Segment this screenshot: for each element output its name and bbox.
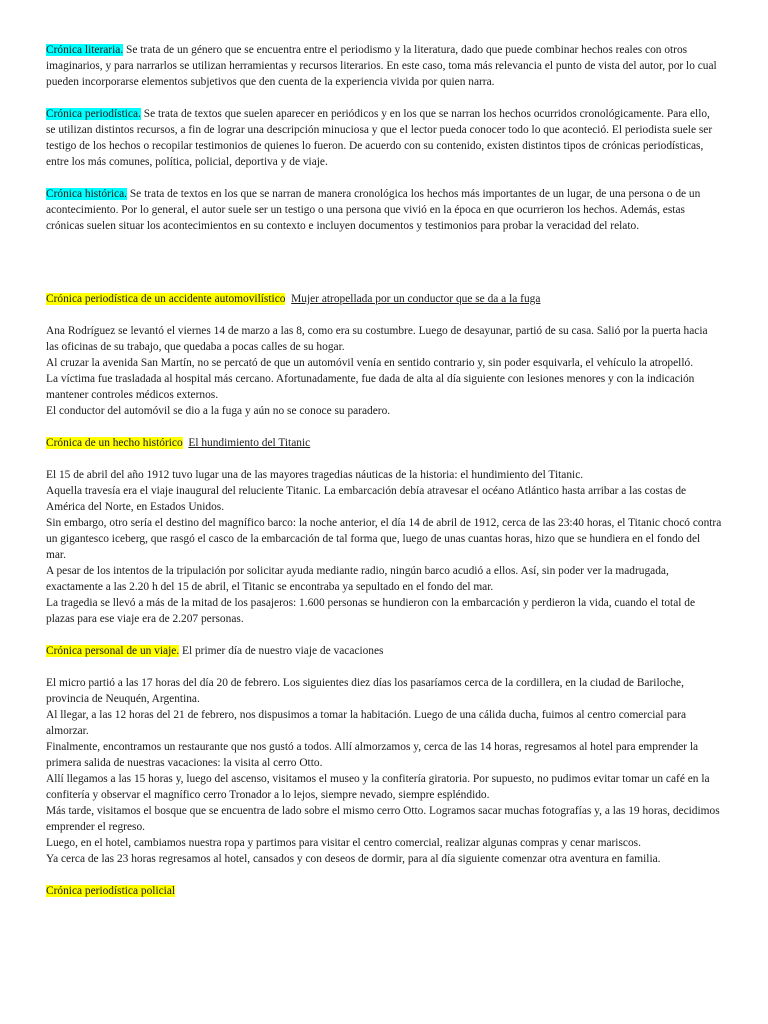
example-heading-policial [46, 883, 722, 899]
example-body-titanic [46, 467, 722, 627]
body-line: La tragedia se llevó a más de la mitad de los pasajeros: 1.600 personas se hundieron con la embarcación y perdieron la vida, cuando el total de plazas para ese viaje era de 2.207 personas. [46, 597, 696, 625]
body-line: El 15 de abril del año 1912 tuvo lugar una de las mayores tragedias náuticas de la historia: el hundimiento del Titanic. [46, 469, 584, 481]
body-line: Al llegar, a las 12 horas del 21 de febrero, nos dispusimos a tomar la habitación. Luego de una cálida ducha, fuimos al centro comercial para almorzar. [46, 709, 687, 737]
example-label: Crónica de un hecho histórico [46, 437, 183, 449]
definition-literaria [46, 42, 722, 90]
example-heading-accidente [46, 291, 722, 307]
example-label: Crónica periodística de un accidente automovilístico [46, 293, 286, 305]
example-label: Crónica personal de un viaje. [46, 645, 180, 657]
body-line: Finalmente, encontramos un restaurante que nos gustó a todos. Allí almorzamos y, cerca de las 14 horas, regresamos al hotel para emprender la primera salida de nuestras vacaciones: la visita al cerro Otto. [46, 741, 699, 769]
body-line: Al cruzar la avenida San Martín, no se percató de que un automóvil venía en sentido contrario y, sin poder esquivarla, el vehículo la atropelló. [46, 357, 694, 369]
body-line: La víctima fue trasladada al hospital más cercano. Afortunadamente, fue dada de alta al día siguiente con lesiones menores y con la indicación mantener controles médicos externos. [46, 373, 695, 401]
body-line: Allí llegamos a las 15 horas y, luego del ascenso, visitamos el museo y la confitería giratoria. Por supuesto, no pudimos evitar tomar un café en la confitería y observar el magnífico cerro Tronador a lo lejos, siempre nevado, siempre espléndido. [46, 773, 710, 801]
term-highlight: Crónica literaria. [46, 44, 124, 56]
body-line: Luego, en el hotel, cambiamos nuestra ropa y partimos para visitar el centro comercial, realizar algunas compras y cenar mariscos. [46, 837, 641, 849]
example-heading-titanic [46, 435, 722, 451]
definition-text: Se trata de un género que se encuentra entre el periodismo y la literatura, dado que puede combinar hechos reales con otros imaginarios, y para narrarlos se utilizan herramientas y recursos literarios. En este caso, toma más relevancia el punto de vista del autor, por lo cual pueden incorporarse elementos subjetivos que den cuenta de la experiencia vivida por quien narra. [46, 44, 717, 88]
body-line: Ya cerca de las 23 horas regresamos al hotel, cansados y con deseos de dormir, para al día siguiente comenzar otra aventura en familia. [46, 853, 661, 865]
body-line: Aquella travesía era el viaje inaugural del reluciente Titanic. La embarcación debía atravesar el océano Atlántico hasta arribar a las costas de América del Norte, en Estados Unidos. [46, 485, 687, 513]
document-body [46, 42, 722, 899]
definition-historica [46, 186, 722, 234]
body-line: El micro partió a las 17 horas del día 20 de febrero. Los siguientes diez días los pasaríamos cerca de la cordillera, en la ciudad de Bariloche, provincia de Neuquén, Argentina. [46, 677, 684, 705]
definition-text: Se trata de textos que suelen aparecer en periódicos y en los que se narran los hechos ocurridos cronológicamente. Para ello, se utilizan distintos recursos, a fin de lograr una descripción minuciosa y que el lector pueda conocer todo lo que aconteció. El periodista suele ser testigo de los hechos o recopilar testimonios de quienes lo fueron. De acuerdo con su contenido, existen distintos tipos de crónicas periodísticas, entre los más comunes, política, policial, deportiva y de viaje. [46, 108, 713, 168]
body-line: Más tarde, visitamos el bosque que se encuentra de lado sobre el mismo cerro Otto. Logramos sacar muchas fotografías y, a las 19 horas, decidimos emprender el regreso. [46, 805, 720, 833]
definition-text: Se trata de textos en los que se narran de manera cronológica los hechos más importantes de un lugar, de una persona o de un acontecimiento. Por lo general, el autor suele ser un testigo o una persona que vivió en la época en que ocurrieron los hechos. Además, estas crónicas suelen situar los acontecimientos en su contexto e incluyen documentos y testimonios para probar la veracidad del relato. [46, 188, 701, 232]
body-line: Ana Rodríguez se levantó el viernes 14 de marzo a las 8, como era su costumbre. Luego de desayunar, partió de su casa. Salió por la puerta hacia las oficinas de su trabajo, que quedaba a pocas calles de su hogar. [46, 325, 708, 353]
body-line: A pesar de los intentos de la tripulación por solicitar ayuda mediante radio, ningún barco acudió a ellos. Así, sin poder ver la madrugada, exactamente a las 2.20 h del 15 de abril, el Titanic se encontraba ya sepultado en el fondo del mar. [46, 565, 669, 593]
example-body-accidente [46, 323, 722, 419]
example-title: El hundimiento del Titanic [188, 437, 311, 449]
example-heading-viaje [46, 643, 722, 659]
definition-periodistica [46, 106, 722, 170]
body-line: El conductor del automóvil se dio a la fuga y aún no se conoce su paradero. [46, 405, 391, 417]
example-label: Crónica periodística policial [46, 885, 176, 897]
example-title: El primer día de nuestro viaje de vacaciones [179, 645, 384, 657]
term-highlight: Crónica periodística. [46, 108, 141, 120]
example-title: Mujer atropellada por un conductor que se da a la fuga [291, 293, 541, 305]
body-line: Sin embargo, otro sería el destino del magnífico barco: la noche anterior, el día 14 de abril de 1912, cerca de las 23:40 horas, el Titanic chocó contra un gigantesco iceberg, que rasgó el casco de la embarcación de tal forma que, luego de unas cuantas horas, hizo que se hundiera en el fondo del mar. [46, 517, 722, 561]
example-body-viaje [46, 675, 722, 867]
term-highlight: Crónica histórica. [46, 188, 127, 200]
section-gap [46, 250, 722, 291]
